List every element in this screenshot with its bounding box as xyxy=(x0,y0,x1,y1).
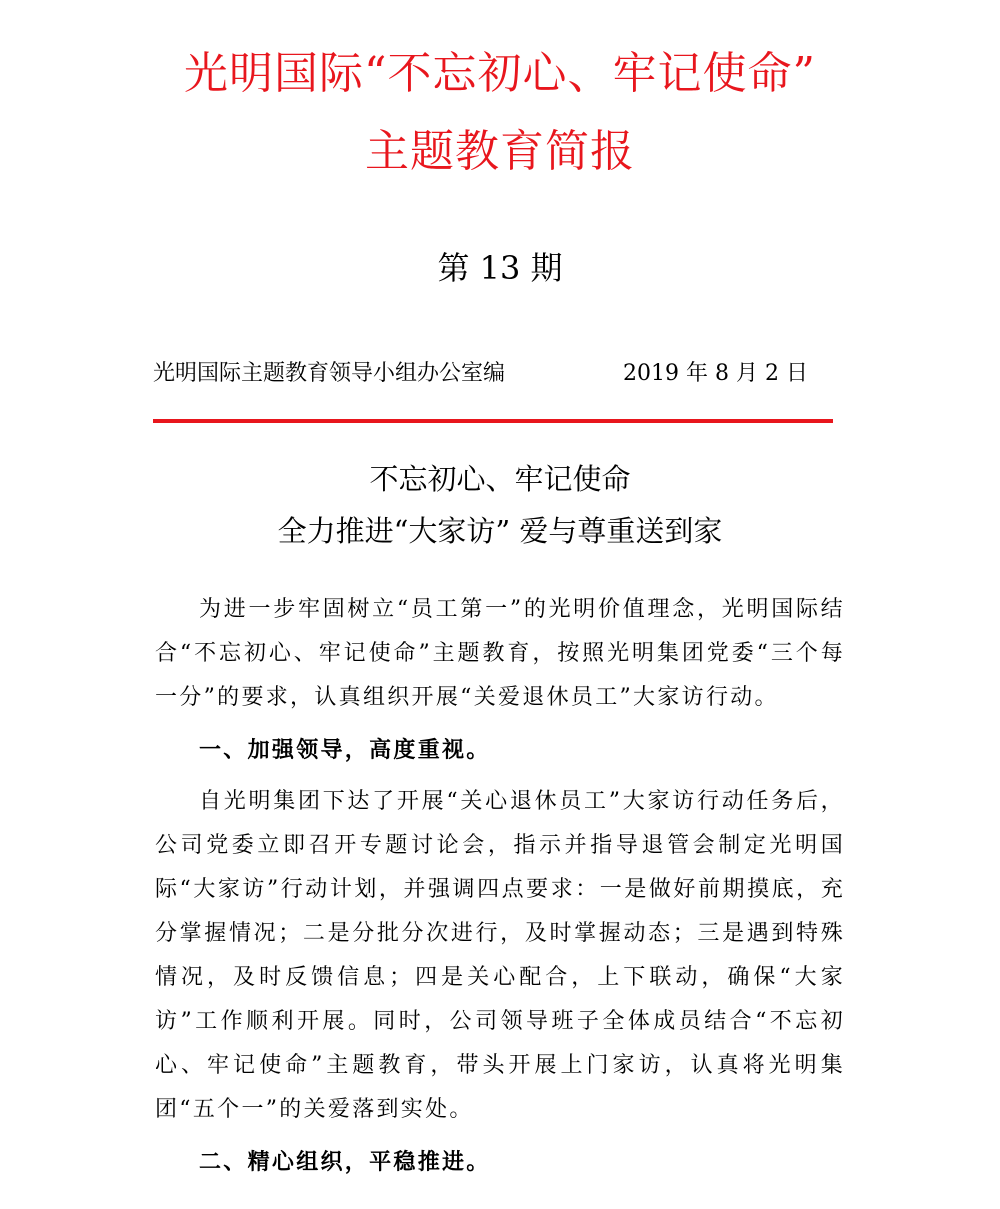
header-divider xyxy=(153,419,833,423)
section2-heading: 二、精心组织，平稳推进。 xyxy=(199,1149,491,1175)
briefing-title-line2: 主题教育简报 xyxy=(365,126,635,177)
briefing-title-line1: 光明国际“不忘初心、牢记使命” xyxy=(184,48,816,99)
article-body xyxy=(155,588,845,1192)
section1-heading: 一、加强领导，高度重视。 xyxy=(199,737,491,763)
intro-paragraph: 为进一步牢固树立“员工第一”的光明价值理念，光明国际结合“不忘初心、牢记使命”主题教育，按照光明集团党委“三个每一分”的要求，认真组织开展“关爱退休员工”大家访行动。 xyxy=(155,597,845,710)
editor-office: 光明国际主题教育领导小组办公室编 xyxy=(153,361,506,386)
section1-paragraph: 自光明集团下达了开展“关心退休员工”大家访行动任务后，公司党委立即召开专题讨论会，指示并指导退管会制定光明国际“大家访”行动计划，并强调四点要求：一是做好前期摸底，充分掌握情况；二是分批分次进行，及时掌握动态；三是遇到特殊情况，及时反馈信息；四是关心配合，上下联动，确保“大家访”工作顺利开展。同时，公司领导班子全体成员结合“不忘初心、牢记使命”主题教育，带头开展上门家访，认真将光明集团“五个一”的关爱落到实处。 xyxy=(155,789,845,1122)
issue-number: 第 13 期 xyxy=(437,249,563,287)
publish-date: 2019 年 8 月 2 日 xyxy=(623,361,808,386)
article-headline-line2: 全力推进“大家访” 爱与尊重送到家 xyxy=(277,514,723,548)
article-headline-line1: 不忘初心、牢记使命 xyxy=(369,462,631,496)
